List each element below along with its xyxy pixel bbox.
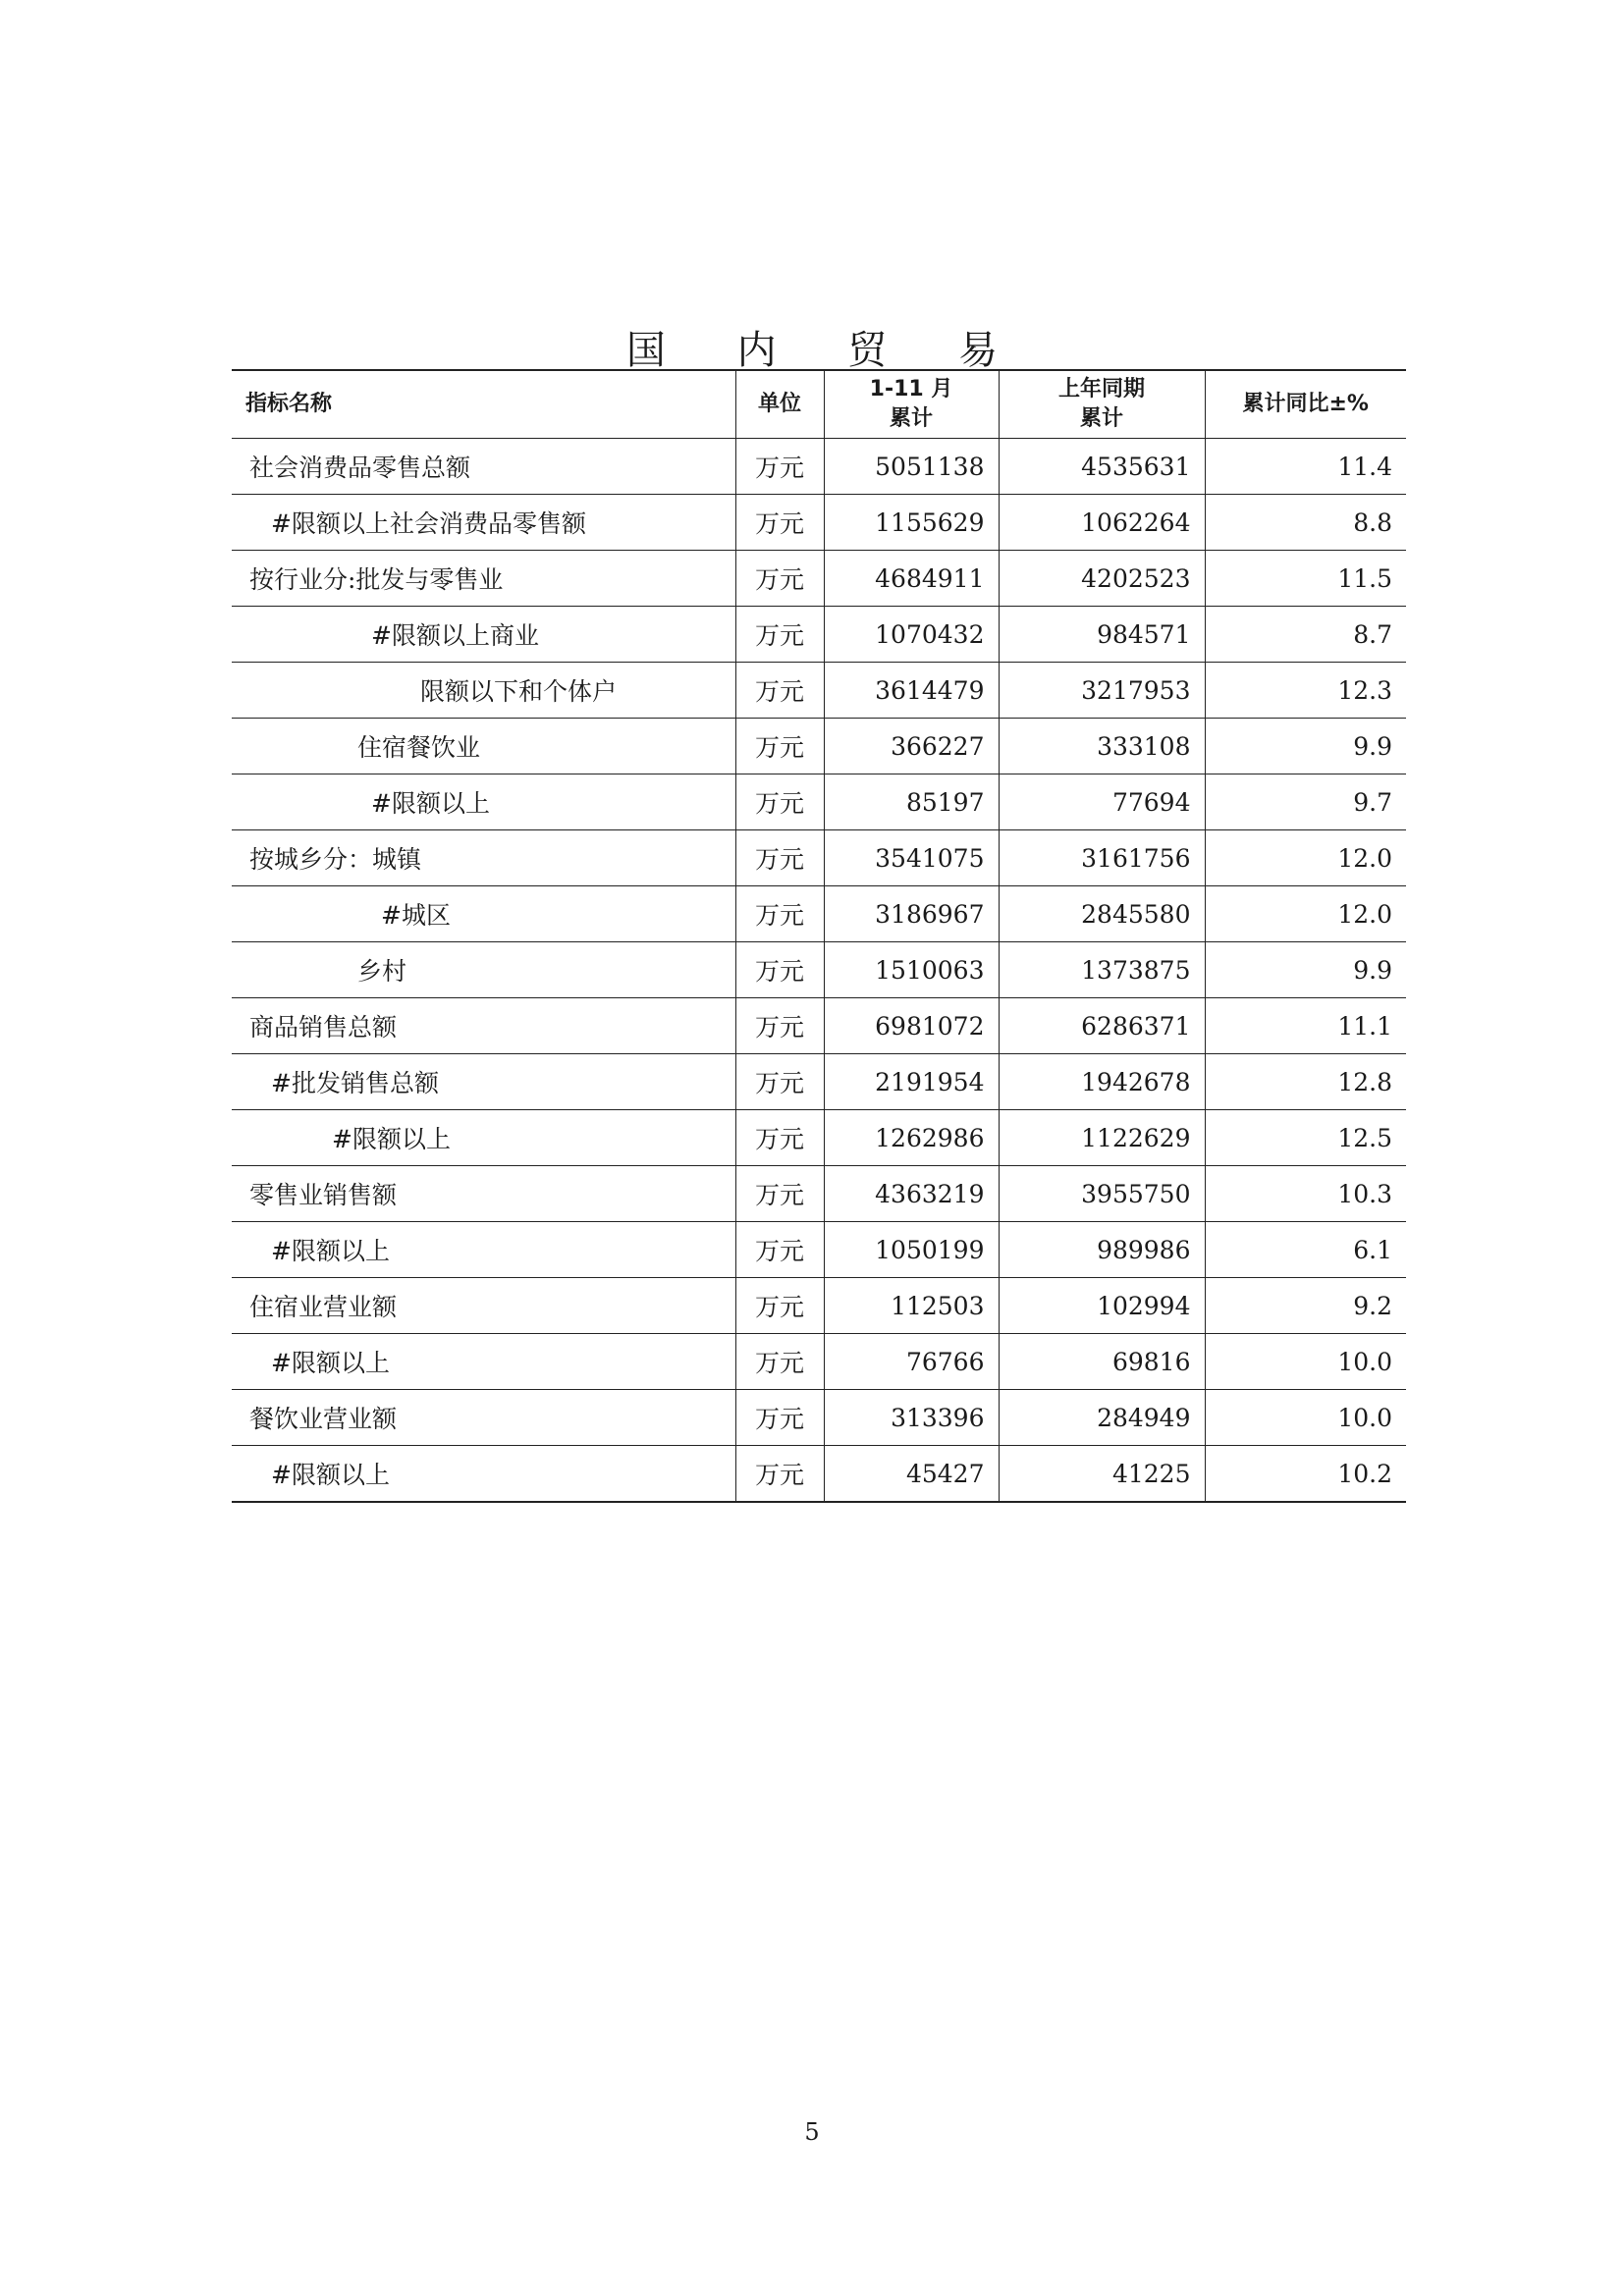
page-number: 5 [804, 2118, 820, 2146]
header-previous-line2: 累计 [1079, 406, 1123, 431]
row-yoy: 12.5 [1205, 1110, 1406, 1166]
row-previous: 1122629 [999, 1110, 1205, 1166]
row-current: 313396 [824, 1390, 999, 1446]
row-unit: 万元 [735, 495, 824, 551]
row-unit: 万元 [735, 1334, 824, 1390]
row-yoy: 9.7 [1205, 774, 1406, 830]
table-row [232, 1334, 1406, 1390]
row-name: 住宿餐饮业 [232, 719, 735, 774]
table-row [232, 1110, 1406, 1166]
row-current: 1155629 [824, 495, 999, 551]
row-unit: 万元 [735, 1446, 824, 1503]
row-yoy: 8.7 [1205, 607, 1406, 663]
row-current: 6981072 [824, 998, 999, 1054]
row-current: 112503 [824, 1278, 999, 1334]
row-current: 4684911 [824, 551, 999, 607]
row-unit: 万元 [735, 439, 824, 495]
row-yoy: 9.9 [1205, 719, 1406, 774]
table-row [232, 774, 1406, 830]
table-row [232, 439, 1406, 495]
table-row [232, 998, 1406, 1054]
table-header-row [232, 370, 1406, 439]
row-unit: 万元 [735, 942, 824, 998]
row-current: 366227 [824, 719, 999, 774]
table-row [232, 1446, 1406, 1503]
row-name: #批发销售总额 [232, 1054, 735, 1110]
row-name: 住宿业营业额 [232, 1278, 735, 1334]
row-current: 76766 [824, 1334, 999, 1390]
row-current: 1070432 [824, 607, 999, 663]
table-row [232, 830, 1406, 886]
table-row [232, 607, 1406, 663]
table-row [232, 1054, 1406, 1110]
row-unit: 万元 [735, 1222, 824, 1278]
row-yoy: 12.0 [1205, 830, 1406, 886]
row-previous: 69816 [999, 1334, 1205, 1390]
row-yoy: 12.3 [1205, 663, 1406, 719]
table-row [232, 1166, 1406, 1222]
row-unit: 万元 [735, 551, 824, 607]
table-row [232, 942, 1406, 998]
row-yoy: 10.3 [1205, 1166, 1406, 1222]
page-title: 国 内 贸 易 [625, 327, 1028, 373]
row-name: #限额以上 [232, 774, 735, 830]
row-previous: 4535631 [999, 439, 1205, 495]
row-name: 商品销售总额 [232, 998, 735, 1054]
header-yoy-change: 累计同比±% [1205, 370, 1406, 439]
row-unit: 万元 [735, 774, 824, 830]
row-name: 社会消费品零售总额 [232, 439, 735, 495]
header-indicator-name: 指标名称 [245, 392, 333, 416]
table-row [232, 1278, 1406, 1334]
row-unit: 万元 [735, 998, 824, 1054]
row-name: #限额以上 [232, 1222, 735, 1278]
row-unit: 万元 [735, 663, 824, 719]
row-unit: 万元 [735, 1278, 824, 1334]
row-current: 85197 [824, 774, 999, 830]
row-yoy: 10.2 [1205, 1446, 1406, 1503]
row-previous: 1942678 [999, 1054, 1205, 1110]
header-previous-line1: 上年同期 [1057, 377, 1145, 401]
row-name: 按行业分:批发与零售业 [232, 551, 735, 607]
row-previous: 3955750 [999, 1166, 1205, 1222]
row-unit: 万元 [735, 1110, 824, 1166]
row-current: 3614479 [824, 663, 999, 719]
row-unit: 万元 [735, 719, 824, 774]
row-yoy: 12.8 [1205, 1054, 1406, 1110]
row-unit: 万元 [735, 607, 824, 663]
header-previous-cumulative [999, 370, 1205, 439]
row-name: 限额以下和个体户 [232, 663, 735, 719]
row-yoy: 9.2 [1205, 1278, 1406, 1334]
row-current: 4363219 [824, 1166, 999, 1222]
row-previous: 1373875 [999, 942, 1205, 998]
row-previous: 3217953 [999, 663, 1205, 719]
row-previous: 77694 [999, 774, 1205, 830]
table-row [232, 719, 1406, 774]
row-unit: 万元 [735, 830, 824, 886]
row-name: 零售业销售额 [232, 1166, 735, 1222]
row-previous: 984571 [999, 607, 1205, 663]
domestic-trade-table [232, 369, 1406, 1503]
row-current: 45427 [824, 1446, 999, 1503]
header-unit: 单位 [735, 370, 824, 439]
row-current: 1510063 [824, 942, 999, 998]
row-name: #限额以上社会消费品零售额 [232, 495, 735, 551]
table-row [232, 551, 1406, 607]
row-name: 乡村 [232, 942, 735, 998]
row-previous: 1062264 [999, 495, 1205, 551]
row-name: #限额以上 [232, 1446, 735, 1503]
header-current-cumulative [824, 370, 999, 439]
row-yoy: 10.0 [1205, 1334, 1406, 1390]
row-previous: 989986 [999, 1222, 1205, 1278]
row-name: #城区 [232, 886, 735, 942]
row-unit: 万元 [735, 1166, 824, 1222]
row-previous: 41225 [999, 1446, 1205, 1503]
row-current: 1050199 [824, 1222, 999, 1278]
row-previous: 284949 [999, 1390, 1205, 1446]
header-current-line1: 1-11 月 [869, 377, 953, 401]
row-previous: 102994 [999, 1278, 1205, 1334]
table-row [232, 1222, 1406, 1278]
table-row [232, 663, 1406, 719]
row-current: 3186967 [824, 886, 999, 942]
row-yoy: 9.9 [1205, 942, 1406, 998]
table-row [232, 886, 1406, 942]
row-yoy: 8.8 [1205, 495, 1406, 551]
row-current: 5051138 [824, 439, 999, 495]
table-row [232, 1390, 1406, 1446]
row-name: #限额以上 [232, 1334, 735, 1390]
table-row [232, 495, 1406, 551]
row-yoy: 12.0 [1205, 886, 1406, 942]
row-previous: 6286371 [999, 998, 1205, 1054]
row-name: #限额以上商业 [232, 607, 735, 663]
row-unit: 万元 [735, 886, 824, 942]
row-previous: 4202523 [999, 551, 1205, 607]
row-name: 餐饮业营业额 [232, 1390, 735, 1446]
header-current-line2: 累计 [889, 406, 933, 431]
row-yoy: 11.1 [1205, 998, 1406, 1054]
row-previous: 3161756 [999, 830, 1205, 886]
row-unit: 万元 [735, 1054, 824, 1110]
row-yoy: 11.5 [1205, 551, 1406, 607]
row-name: 按城乡分：城镇 [232, 830, 735, 886]
row-current: 3541075 [824, 830, 999, 886]
row-current: 2191954 [824, 1054, 999, 1110]
row-yoy: 10.0 [1205, 1390, 1406, 1446]
row-yoy: 6.1 [1205, 1222, 1406, 1278]
row-previous: 2845580 [999, 886, 1205, 942]
row-yoy: 11.4 [1205, 439, 1406, 495]
row-unit: 万元 [735, 1390, 824, 1446]
row-name: #限额以上 [232, 1110, 735, 1166]
row-previous: 333108 [999, 719, 1205, 774]
row-current: 1262986 [824, 1110, 999, 1166]
